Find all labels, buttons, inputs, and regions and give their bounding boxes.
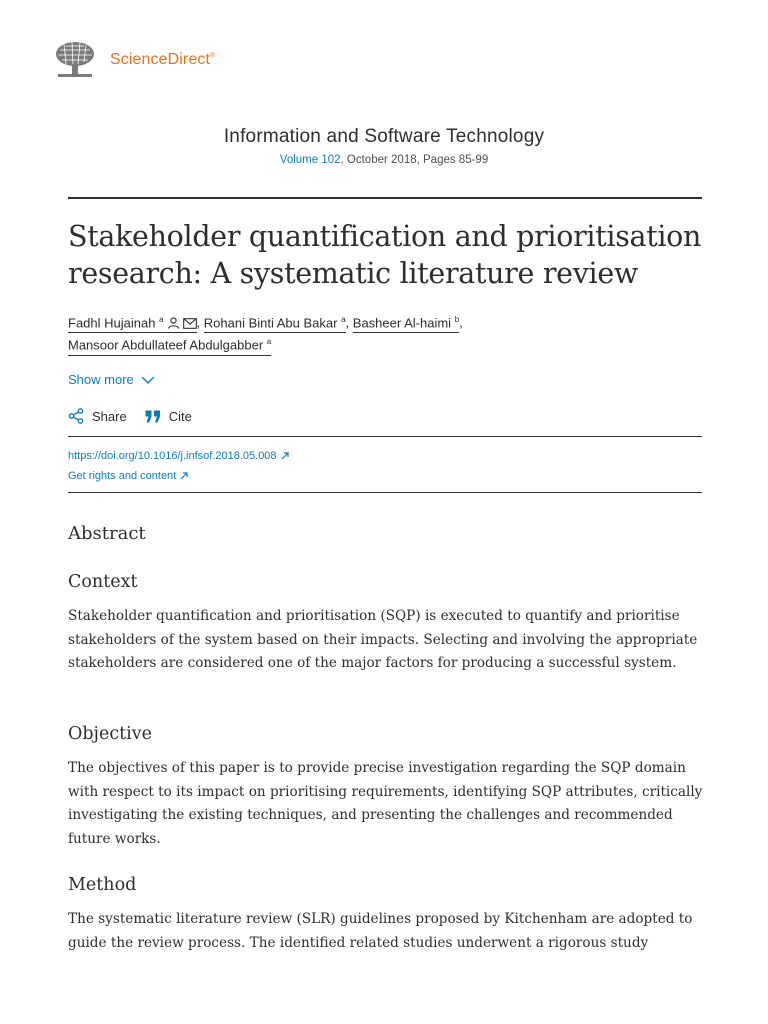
- article-actions: [68, 408, 210, 424]
- doi-link[interactable]: https://doi.org/10.1016/j.infsof.2018.05.008: [68, 446, 289, 466]
- section-heading: Objective: [68, 724, 153, 744]
- abstract-heading: Abstract: [68, 523, 146, 544]
- author-list: Fadhl Hujainah $^a$ , Rohani Binti Abu Bakar $^a$, Basheer Al-haimi $^b$, Mansoor Abdullateef Abdulgabber $^a$: [68, 312, 708, 357]
- journal-meta: Volume 102, October 2018, Pages 85-99: [279, 154, 489, 166]
- person-icon: [167, 317, 180, 329]
- article-title: Stakeholder quantification and prioritisation research: A systematic literature review: [68, 220, 702, 290]
- volume-link[interactable]: Volume 102: [279, 154, 341, 166]
- share-button[interactable]: Share: [68, 408, 127, 424]
- section-heading: Context: [68, 572, 138, 592]
- quote-icon: [145, 410, 161, 423]
- divider: [68, 197, 702, 199]
- divider: [68, 492, 702, 493]
- article-links: [68, 446, 289, 486]
- external-link-icon: [281, 452, 289, 460]
- author-link[interactable]: Rohani Binti Abu Bakar $^a$: [204, 312, 346, 333]
- section-text: The systematic literature review (SLR) guidelines proposed by Kitchenham are adopted to guide the review process. The identified related studies underwent a rigorous study: [68, 911, 693, 951]
- sciencedirect-logo[interactable]: ScienceDirect®: [110, 51, 216, 68]
- share-icon: [68, 408, 84, 424]
- chevron-down-icon: [141, 376, 155, 384]
- site-header: [52, 40, 215, 80]
- journal-title[interactable]: Information and Software Technology: [223, 126, 545, 147]
- rights-link[interactable]: Get rights and content: [68, 466, 289, 486]
- author-link[interactable]: Fadhl Hujainah $^a$: [68, 312, 197, 333]
- section-text: The objectives of this paper is to provide precise investigation regarding the SQP domain with respect to its impact on prioritising requirements, identifying SQP attributes, critically investigating the existing techniques, and presenting the challenges and recommended future works.: [68, 760, 703, 848]
- journal-info: [0, 126, 768, 166]
- divider: [68, 436, 702, 437]
- section-text: Stakeholder quantification and prioritisation (SQP) is executed to quantify and prioritise stakeholders of the system based on their impacts. Selecting and involving the appropriate stakeholders are considered one of the major factors for producing a successful system.: [68, 608, 698, 672]
- author-link[interactable]: Basheer Al-haimi $^b$: [353, 312, 459, 333]
- section-heading: Method: [68, 875, 137, 895]
- external-link-icon: [180, 472, 188, 480]
- show-more-button[interactable]: Show more: [68, 372, 155, 387]
- email-icon: [183, 318, 197, 329]
- elsevier-tree-logo-icon[interactable]: [52, 40, 98, 80]
- cite-button[interactable]: Cite: [145, 409, 192, 424]
- author-link[interactable]: Mansoor Abdullateef Abdulgabber $^a$: [68, 334, 271, 355]
